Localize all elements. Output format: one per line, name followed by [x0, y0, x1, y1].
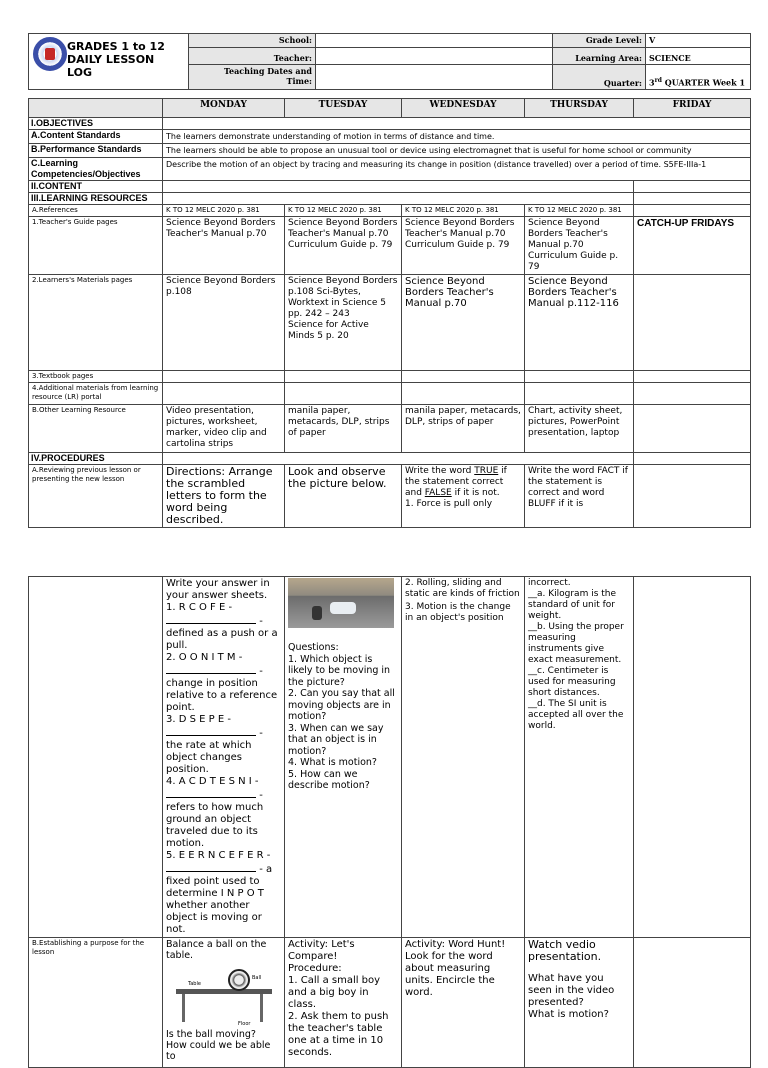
review-wednesday: Write the word TRUE if the statement correct and FALSE if it is not. 1. Force is pull only	[402, 465, 525, 528]
cyclist-figure	[312, 606, 322, 620]
performance-standards-label: B.Performance Standards	[29, 144, 163, 158]
reviewing-lesson-label: A.Reviewing previous lesson or presenting the new lesson	[29, 465, 163, 528]
other-wednesday: manila paper, metacards, DLP, strips of paper	[402, 405, 525, 453]
teachers-guide-label: 1.Teacher's Guide pages	[29, 217, 163, 275]
tg-monday: Science Beyond Borders Teacher's Manual p.70	[163, 217, 285, 275]
ref-tuesday: K TO 12 MELC 2020 p. 381	[285, 205, 402, 217]
review-thursday-continued: incorrect. __a. Kilogram is the standard of unit for weight. __b. Using the proper measuring instruments give exact measurement. __c. Centimeter is used for measuring short distances. __d. The SI unit is accepted all over the world.	[525, 577, 634, 938]
catch-up-fridays: CATCH-UP FRIDAYS	[634, 217, 751, 275]
objectives-blank	[163, 118, 751, 130]
teaching-dates-label: Teaching Dates and Time:	[189, 65, 316, 90]
day-header-thursday: THURSDAY	[525, 99, 634, 118]
content-standards-label: A.Content Standards	[29, 130, 163, 144]
learning-resources-blank-friday	[634, 193, 751, 205]
competencies-label: C.Learning Competencies/Objectives	[29, 158, 163, 181]
other-resources-label: B.Other Learning Resource	[29, 405, 163, 453]
ref-monday: K TO 12 MELC 2020 p. 381	[163, 205, 285, 217]
day-header-monday: MONDAY	[163, 99, 285, 118]
other-thursday: Chart, activity sheet, pictures, PowerPoint presentation, laptop	[525, 405, 634, 453]
teaching-dates-field[interactable]	[316, 65, 553, 90]
tg-wednesday: Science Beyond Borders Teacher's Manual p.70 Curriculum Guide p. 79	[402, 217, 525, 275]
review-wednesday-continued: 2. Rolling, sliding and static are kinds of friction 3. Motion is the change in an object's position	[402, 577, 525, 938]
learners-materials-label: 2.Learners's Materials pages	[29, 275, 163, 371]
content-standards-text: The learners demonstrate understanding of motion in terms of distance and time.	[163, 130, 751, 144]
dll-title: GRADES 1 to 12 DAILY LESSON LOG	[67, 40, 165, 79]
learning-area-label: Learning Area:	[553, 48, 646, 65]
ref-friday	[634, 205, 751, 217]
lm-wednesday: Science Beyond Borders Teacher's Manual p.70	[402, 275, 525, 371]
deped-seal-icon	[33, 37, 67, 71]
quarter-field[interactable]: 3rd QUARTER Week 1	[646, 65, 751, 90]
procedures-heading: IV.PROCEDURES	[29, 453, 163, 465]
establishing-purpose-label: B.Establishing a purpose for the lesson	[29, 938, 163, 1068]
lm-tuesday: Science Beyond Borders p.108 Sci-Bytes, Worktext in Science 5 pp. 242 – 243 Science for Active Minds 5 p. 20	[285, 275, 402, 371]
ref-wednesday: K TO 12 MELC 2020 p. 381	[402, 205, 525, 217]
dll-header	[28, 33, 751, 90]
procedures-blank	[163, 453, 634, 465]
tg-tuesday: Science Beyond Borders Teacher's Manual p.70 Curriculum Guide p. 79	[285, 217, 402, 275]
references-label: A.References	[29, 205, 163, 217]
other-friday	[634, 405, 751, 453]
lm-friday	[634, 275, 751, 371]
learning-resources-blank	[163, 193, 634, 205]
other-tuesday: manila paper, metacards, DLP, strips of paper	[285, 405, 402, 453]
grade-level-field[interactable]: V	[646, 34, 751, 48]
review-friday	[634, 465, 751, 528]
textbook-label: 3.Textbook pages	[29, 371, 163, 383]
header-logo-cell	[29, 34, 189, 90]
content-cell	[163, 181, 634, 193]
review-tuesday-continued: Questions: 1. Which object is likely to be moving in the picture? 2. Can you say that all moving objects are in motion? 3. When can we say that an object is in motion? 4. What is motion? 5. How can we describe motion?	[285, 577, 402, 938]
school-label: School:	[189, 34, 316, 48]
grade-level-label: Grade Level:	[553, 34, 646, 48]
performance-standards-text: The learners should be able to propose an unusual tool or device using electromagnet that is useful for home school or community	[163, 144, 751, 158]
lm-monday: Science Beyond Borders p.108	[163, 275, 285, 371]
additional-materials-label: 4.Additional materials from learning resource (LR) portal	[29, 383, 163, 405]
other-monday: Video presentation, pictures, worksheet, marker, video clip and cartolina strips	[163, 405, 285, 453]
competencies-text: Describe the motion of an object by tracing and measuring its change in position (distance travelled) over a period of time. S5FE-IIIa-1	[163, 158, 751, 181]
ball-on-table-figure: Table Ball Floor	[166, 965, 272, 1025]
day-header-wednesday: WEDNESDAY	[402, 99, 525, 118]
purpose-wednesday: Activity: Word Hunt! Look for the word about measuring units. Encircle the word.	[402, 938, 525, 1068]
dll-table-part1	[28, 98, 751, 528]
purpose-monday: Balance a ball on the table. Table Ball Floor Is the ball moving? How could we be able to	[163, 938, 285, 1068]
street-scene-picture	[288, 578, 394, 628]
learning-area-field[interactable]: SCIENCE	[646, 48, 751, 65]
day-header-friday: FRIDAY	[634, 99, 751, 118]
ref-thursday: K TO 12 MELC 2020 p. 381	[525, 205, 634, 217]
purpose-thursday: Watch vedio presentation. What have you seen in the video presented? What is motion?	[525, 938, 634, 1068]
review-tuesday: Look and observe the picture below.	[285, 465, 402, 528]
ball-icon	[228, 969, 250, 991]
review-friday-continued	[634, 577, 751, 938]
school-field[interactable]	[316, 34, 553, 48]
purpose-tuesday: Activity: Let's Compare! Procedure: 1. Call a small boy and a big boy in class. 2. Ask them to push the teacher's table one at a time in 10 seconds.	[285, 938, 402, 1068]
tg-thursday: Science Beyond Borders Teacher's Manual p.70 Curriculum Guide p. 79	[525, 217, 634, 275]
review-monday-continued: Write your answer in your answer sheets. 1. R C O F E - - defined as a push or a pull. 2. O O N I T M - - change in position relative to a reference point. 3. D S E P E - - the rate at which object changes position. 4. A C D T E S N I - - refers to how much ground an object traveled due to its motion. 5. E E R N C E F E R - - a fixed point used to determine I N P O T whether another object is moving or not.	[163, 577, 285, 938]
purpose-friday	[634, 938, 751, 1068]
content-cell-friday	[634, 181, 751, 193]
day-header-tuesday: TUESDAY	[285, 99, 402, 118]
teacher-field[interactable]	[316, 48, 553, 65]
continuation-label-cell	[29, 577, 163, 938]
content-heading: II.CONTENT	[29, 181, 163, 193]
car-figure	[330, 602, 356, 614]
corner-cell	[29, 99, 163, 118]
lm-thursday: Science Beyond Borders Teacher's Manual p.112-116	[525, 275, 634, 371]
quarter-label: Quarter:	[553, 65, 646, 90]
objectives-heading: I.OBJECTIVES	[29, 118, 163, 130]
learning-resources-heading: III.LEARNING RESOURCES	[29, 193, 163, 205]
review-monday: Directions: Arrange the scrambled letters to form the word being described.	[163, 465, 285, 528]
teacher-label: Teacher:	[189, 48, 316, 65]
dll-table-part2	[28, 576, 751, 1068]
review-thursday: Write the word FACT if the statement is correct and word BLUFF if it is	[525, 465, 634, 528]
procedures-blank-friday	[634, 453, 751, 465]
